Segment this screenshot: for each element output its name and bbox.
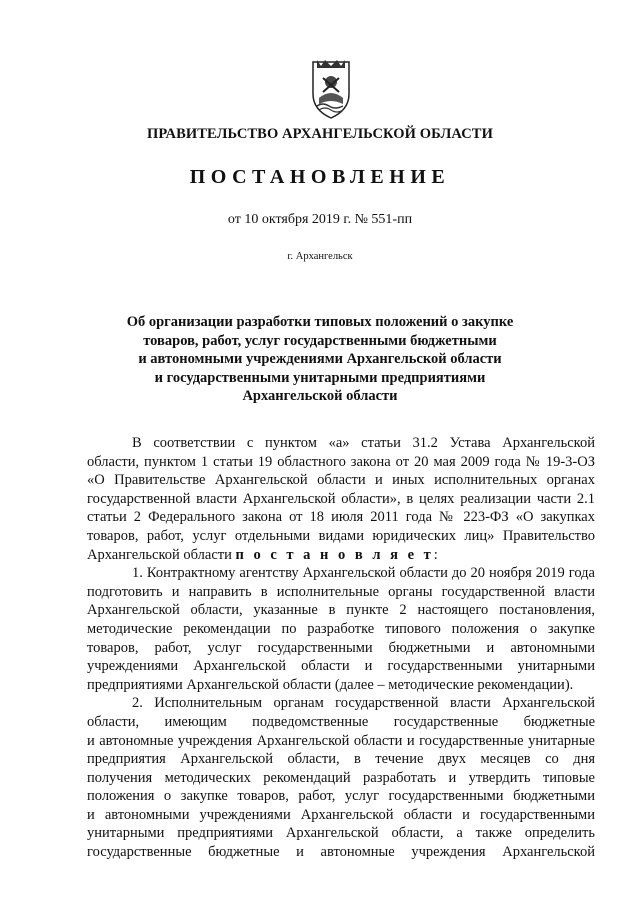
document-type: ПОСТАНОВЛЕНИЕ	[189, 166, 451, 188]
title-line: товаров, работ, услуг государственными бюджетными	[143, 332, 497, 349]
body-line: товаров, работ, услуг государственными бюджетными и автономными	[87, 639, 595, 656]
document-date-number: от 10 октября 2019 г. № 551-пп	[227, 212, 413, 227]
body-line: области, пунктом 1 статьи 19 областного закона от 20 мая 2009 года № 19-3-ОЗ	[87, 453, 595, 470]
document-city: г. Архангельск	[287, 251, 353, 262]
body-line: методические рекомендации по разработке типового положения о закупке	[87, 620, 595, 637]
body-line-decree	[87, 546, 595, 565]
body-line: 1. Контрактному агентству Архангельской области до 20 ноября 2019 года	[132, 565, 595, 582]
body-line: унитарными предприятиями Архангельской области, а также определить	[87, 825, 595, 842]
decree-colon: :	[433, 546, 438, 563]
body-line: статьи 2 Федерального закона от 18 июля 2011 года № 223-ФЗ «О закупках	[87, 509, 595, 526]
body-line: государственные бюджетные и автономные учреждения Архангельской	[87, 844, 595, 861]
body-line: положения о закупке товаров, работ, услуг государственными бюджетными	[87, 788, 595, 805]
body-line: предприятия Архангельской области, в течение двух месяцев со дня	[87, 751, 595, 768]
body-line: государственной власти Архангельской области», в целях реализации части 2.1	[87, 490, 595, 507]
body-line: Архангельской области, указанные в пункте 2 настоящего постановления,	[87, 602, 595, 619]
government-name: ПРАВИТЕЛЬСТВО АРХАНГЕЛЬСКОЙ ОБЛАСТИ	[147, 126, 493, 142]
body-line: и автономные учреждения Архангельской области и государственные унитарные	[87, 732, 595, 749]
decree-word: п о с т а н о в л я е т	[235, 546, 434, 563]
body-line: получения методических рекомендаций разработать и утвердить типовые	[87, 769, 595, 786]
coat-of-arms-icon	[299, 58, 363, 120]
body-line: В соответствии с пунктом «а» статьи 31.2 Устава Архангельской	[132, 435, 595, 451]
body-line: 2. Исполнительным органам государственной власти Архангельской	[132, 695, 595, 712]
title-line: и государственными унитарными предприятиями	[154, 369, 486, 386]
body-line: предприятиями Архангельской области (далее – методические рекомендации).	[87, 676, 574, 693]
body-line: «О Правительстве Архангельской области и иных исполнительных органах	[87, 472, 595, 489]
document-title	[60, 313, 580, 406]
document-body	[87, 434, 595, 862]
body-line: товаров, работ, услуг отдельными видами юридических лиц» Правительство	[87, 527, 595, 544]
body-line: Архангельской области	[87, 546, 232, 563]
body-line: и автономными учреждениями Архангельской области и государственными	[87, 806, 595, 823]
title-line: Архангельской области	[242, 388, 398, 405]
title-line: Об организации разработки типовых положений о закупке	[126, 314, 514, 330]
body-line: учреждениями Архангельской области и государственными унитарными	[87, 658, 595, 675]
body-line: подготовить и направить в исполнительные органы государственной власти	[87, 583, 595, 600]
title-line: и автономными учреждениями Архангельской области	[138, 351, 502, 368]
body-line: области, имеющим подведомственные государственные бюджетные	[87, 713, 595, 730]
